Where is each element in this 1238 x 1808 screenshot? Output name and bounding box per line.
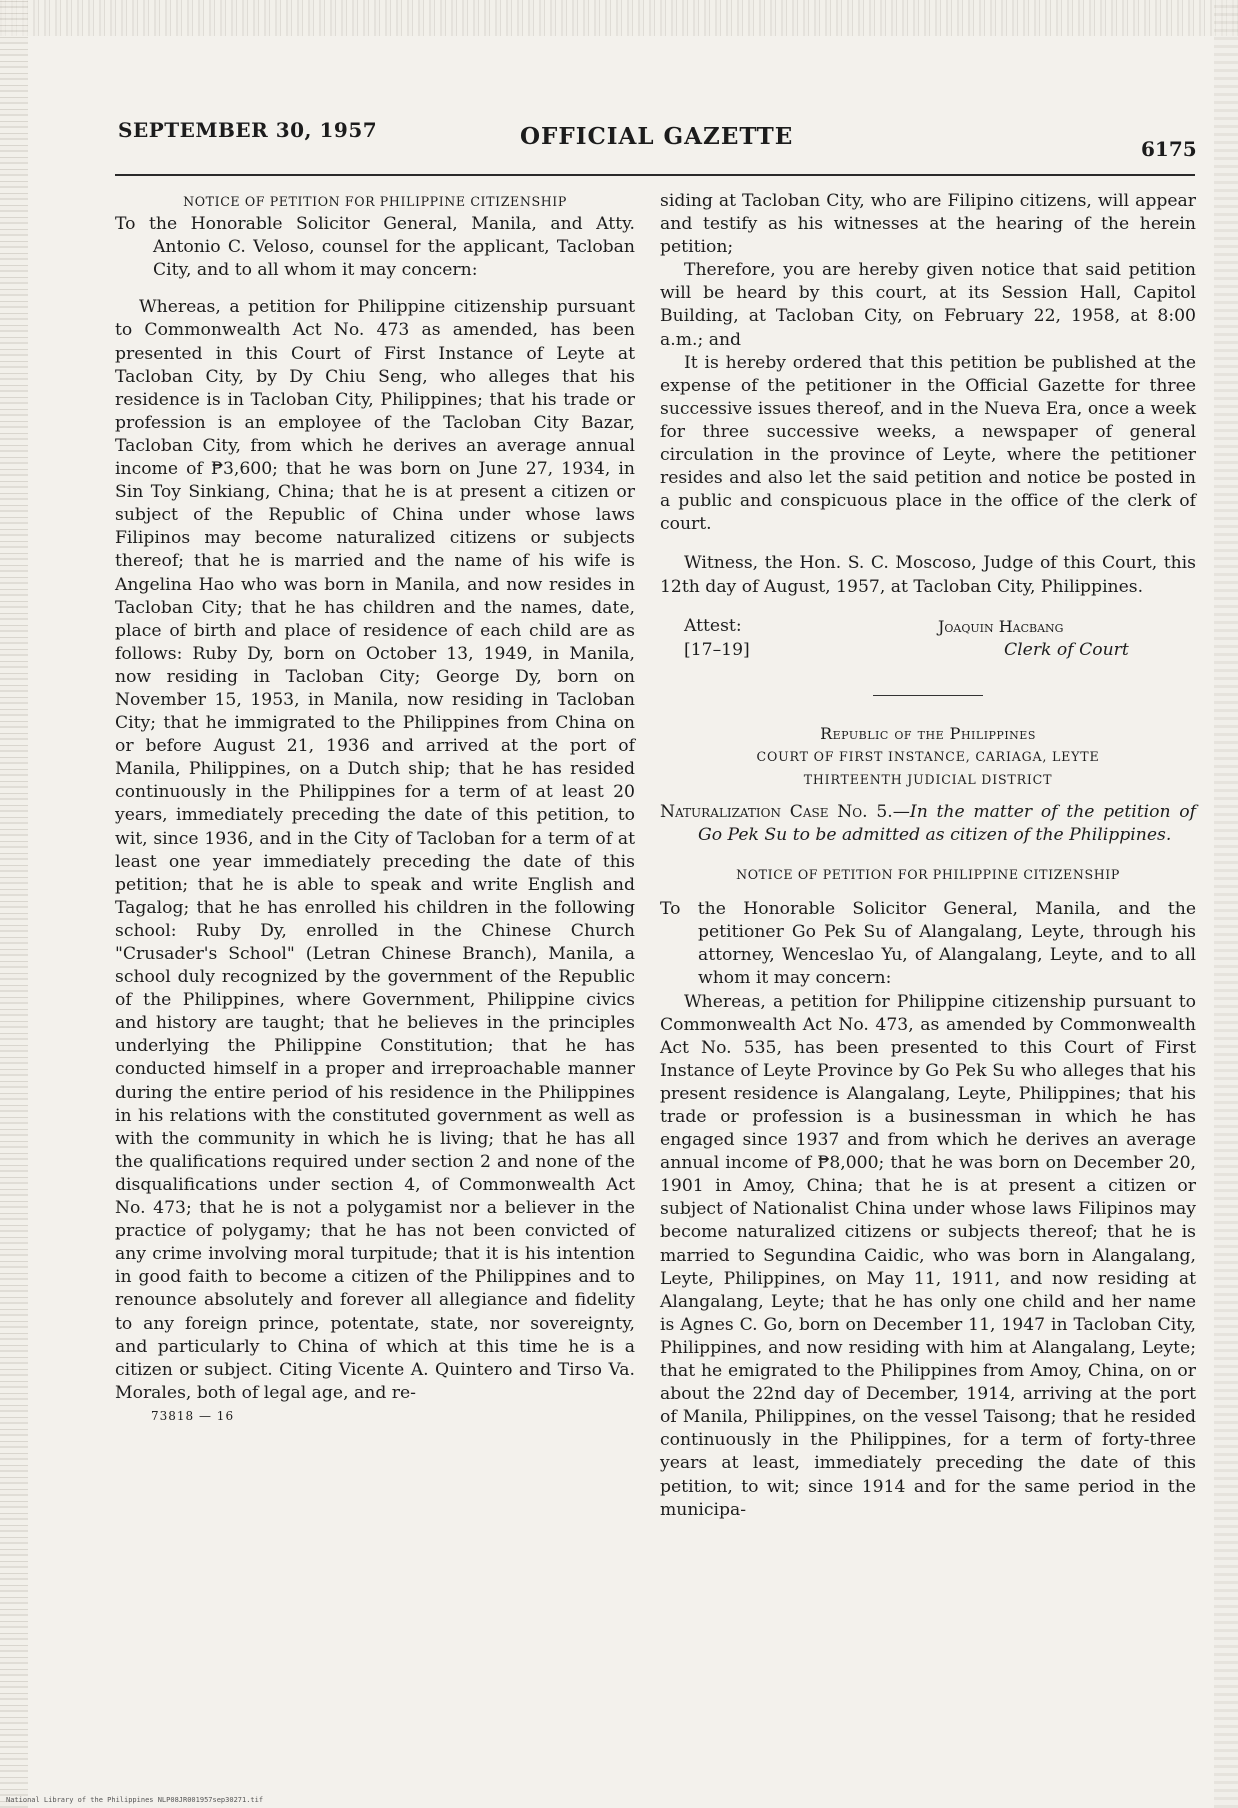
clerk-title: Clerk of Court [1004, 639, 1129, 660]
body-right: Whereas, a petition for Philippine citizenship pursuant to Commonwealth Act No. 473, as amended by Commonwealth Act No. 535, has been presented to this Court of First Instance of Leyte Province by Go Pek Su who alleges that his present residence is Alangalang, Leyte, Philippines; that his trade or profession is a businessman in which he has engaged since 1937 and from which he derives an average annual income of ₱8,000; that he was born on December 20, 1901 in Amoy, China; that he is at present a citizen or subject of Nationalist China under whose laws Filipinos may become naturalized citizens or subjects thereof; that he is married to Segundina Caidic, who was born in Alangalang, Leyte, Philippines, on May 11, 1911, and now residing at Alangalang, Leyte; that he has only one child and her name is Agnes C. Go, born on December 11, 1947 in Tacloban City, Philippines, and now residing with him at Alangalang, Leyte; that he emigrated to the Philippines from Amoy, China, on or about the 22nd day of December, 1914, arriving at the port of Manila, Philippines, on the vessel Taisong; that he resided continuously in the Philippines, for a term of forty-three years at least, immediately preceding the date of this petition, to wit; since 1914 and for the same period in the municipa- [660, 991, 1196, 1520]
signature-block [660, 615, 1196, 663]
case-label: Naturalization Case No. 5. [660, 801, 893, 822]
case-caption [660, 801, 1196, 847]
left-column [115, 190, 635, 1428]
body-left: Whereas, a petition for Philippine citizenship pursuant to Commonwealth Act No. 473 as amended, has been presented in this Court of First Instance of Leyte at Tacloban City, by Dy Chiu Seng, who alleges that his residence is in Tacloban City, Philippines; that his trade or profession is an employee of the Tacloban City Bazar, Tacloban City, from which he derives an average annual income of ₱3,600; that he was born on June 27, 1934, in Sin Toy Sinkiang, China; that he is at present a citizen or subject of the Republic of China under whose laws Filipinos may become naturalized citizens or subjects thereof; that he is married and the name of his wife is Angelina Hao who was born in Manila, and now resides in Tacloban City; that he has children and the names, date, place of birth and place of residence of each child are as follows: Ruby Dy, born on October 13, 1949, in Manila, now residing in Tacloban City; George Dy, born on November 15, 1953, in Manila, now residing in Tacloban City; that he immigrated to the Philippines from China on or before August 21, 1936 and arrived at the port of Manila, Philippines, on a Dutch ship; that he has resided continuously in the Philippines for a term of at least 20 years, immediately preceding the date of this petition, to wit, since 1936, and in the City of Tacloban for a term of at least one year immediately preceding the date of this petition; that he is able to speak and write English and Tagalog; that he has enrolled his children in the following school: Ruby Dy, enrolled in the Chinese Church "Crusader's School" (Letran Chinese Branch), Manila, a school duly recognized by the government of the Republic of the Philippines, where Government, Philippine civics and history are taught; that he believes in the principles underlying the Philippine Constitution; that he has conducted himself in a proper and irreproachable manner during the entire period of his residence in the Philippines in his relations with the constituted government as well as with the community in which he is living; that he has all the qualifications required under section 2 and none of the disqualifications under section 4, of Commonwealth Act No. 473; that he is not a polygamist nor a believer in the practice of polygamy; that he has not been convicted of any crime involving moral turpitude; that it is his intention in good faith to become a citizen of the Philippines and to renounce absolutely and forever all allegiance and fidelity to any foreign prince, potentate, state, nor sovereignty, and particularly to China of which at this time he is a citizen or subject. Citing Vicente A. Quintero and Tirso Va. Morales, both of legal age, and re- [115, 297, 635, 1403]
header-title: OFFICIAL GAZETTE [520, 123, 794, 150]
scan-watermark: National Library of the Philippines NLP08JR001957sep30271.tif [6, 1796, 264, 1804]
address-left: To the Honorable Solicitor General, Manila, and Atty. Antonio C. Veloso, counsel for the applicant, Tacloban City, and to all whom it may concern: [115, 214, 635, 281]
attest-number: [17–19] [684, 639, 750, 660]
clerk-name: Joaquin Hacbang [938, 616, 1064, 636]
order-paragraph: It is hereby ordered that this petition be published at the expense of the petitioner in the Official Gazette for three successive issues thereof, and in the Nueva Era, once a week for three successive weeks, a newspaper of general circulation in the province of Leyte, where the petitioner resides and also let the said petition and notice be posted in a public and conspicuous place in the office of the clerk of court. [660, 352, 1196, 535]
page-header [0, 118, 1238, 168]
scan-noise-top [0, 0, 1238, 36]
republic-heading: Republic of the Philippines [820, 723, 1036, 743]
notice-heading-right: NOTICE OF PETITION FOR PHILIPPINE CITIZENSHIP [736, 867, 1120, 883]
continuation-paragraph: siding at Tacloban City, who are Filipino citizens, will appear and testify as his witnesses at the hearing of the herein petition; [660, 191, 1196, 258]
case-title: —In the matter of the petition of Go Pek Su to be admitted as citizen of the Philippines. [698, 801, 1197, 845]
header-rule [115, 174, 1195, 176]
court-heading: COURT OF FIRST INSTANCE, CARIAGA, LEYTE [756, 748, 1100, 764]
page-number: 6175 [1141, 137, 1197, 161]
scan-noise-right [1214, 0, 1238, 1808]
address-right: To the Honorable Solicitor General, Manila, and the petitioner Go Pek Su of Alangalang, Leyte, through his attorney, Wenceslao Yu, of Alangalang, Leyte, and to all whom it may concern: [660, 899, 1196, 989]
header-date: SEPTEMBER 30, 1957 [118, 118, 378, 142]
footer-code: 73818 — 16 [151, 1408, 235, 1423]
attest-label: Attest: [684, 615, 742, 636]
notice-heading-left: NOTICE OF PETITION FOR PHILIPPINE CITIZENSHIP [183, 194, 567, 209]
right-column [660, 190, 1196, 1522]
section-divider [873, 695, 983, 696]
witness-paragraph: Witness, the Hon. S. C. Moscoso, Judge of this Court, this 12th day of August, 1957, at Tacloban City, Philippines. [660, 553, 1196, 597]
scan-noise-left [0, 0, 28, 1808]
therefore-paragraph: Therefore, you are hereby given notice that said petition will be heard by this court, at its Session Hall, Capitol Building, at Tacloban City, on February 22, 1958, at 8:00 a.m.; and [660, 260, 1196, 350]
district-heading: THIRTEENTH JUDICIAL DISTRICT [803, 771, 1053, 787]
